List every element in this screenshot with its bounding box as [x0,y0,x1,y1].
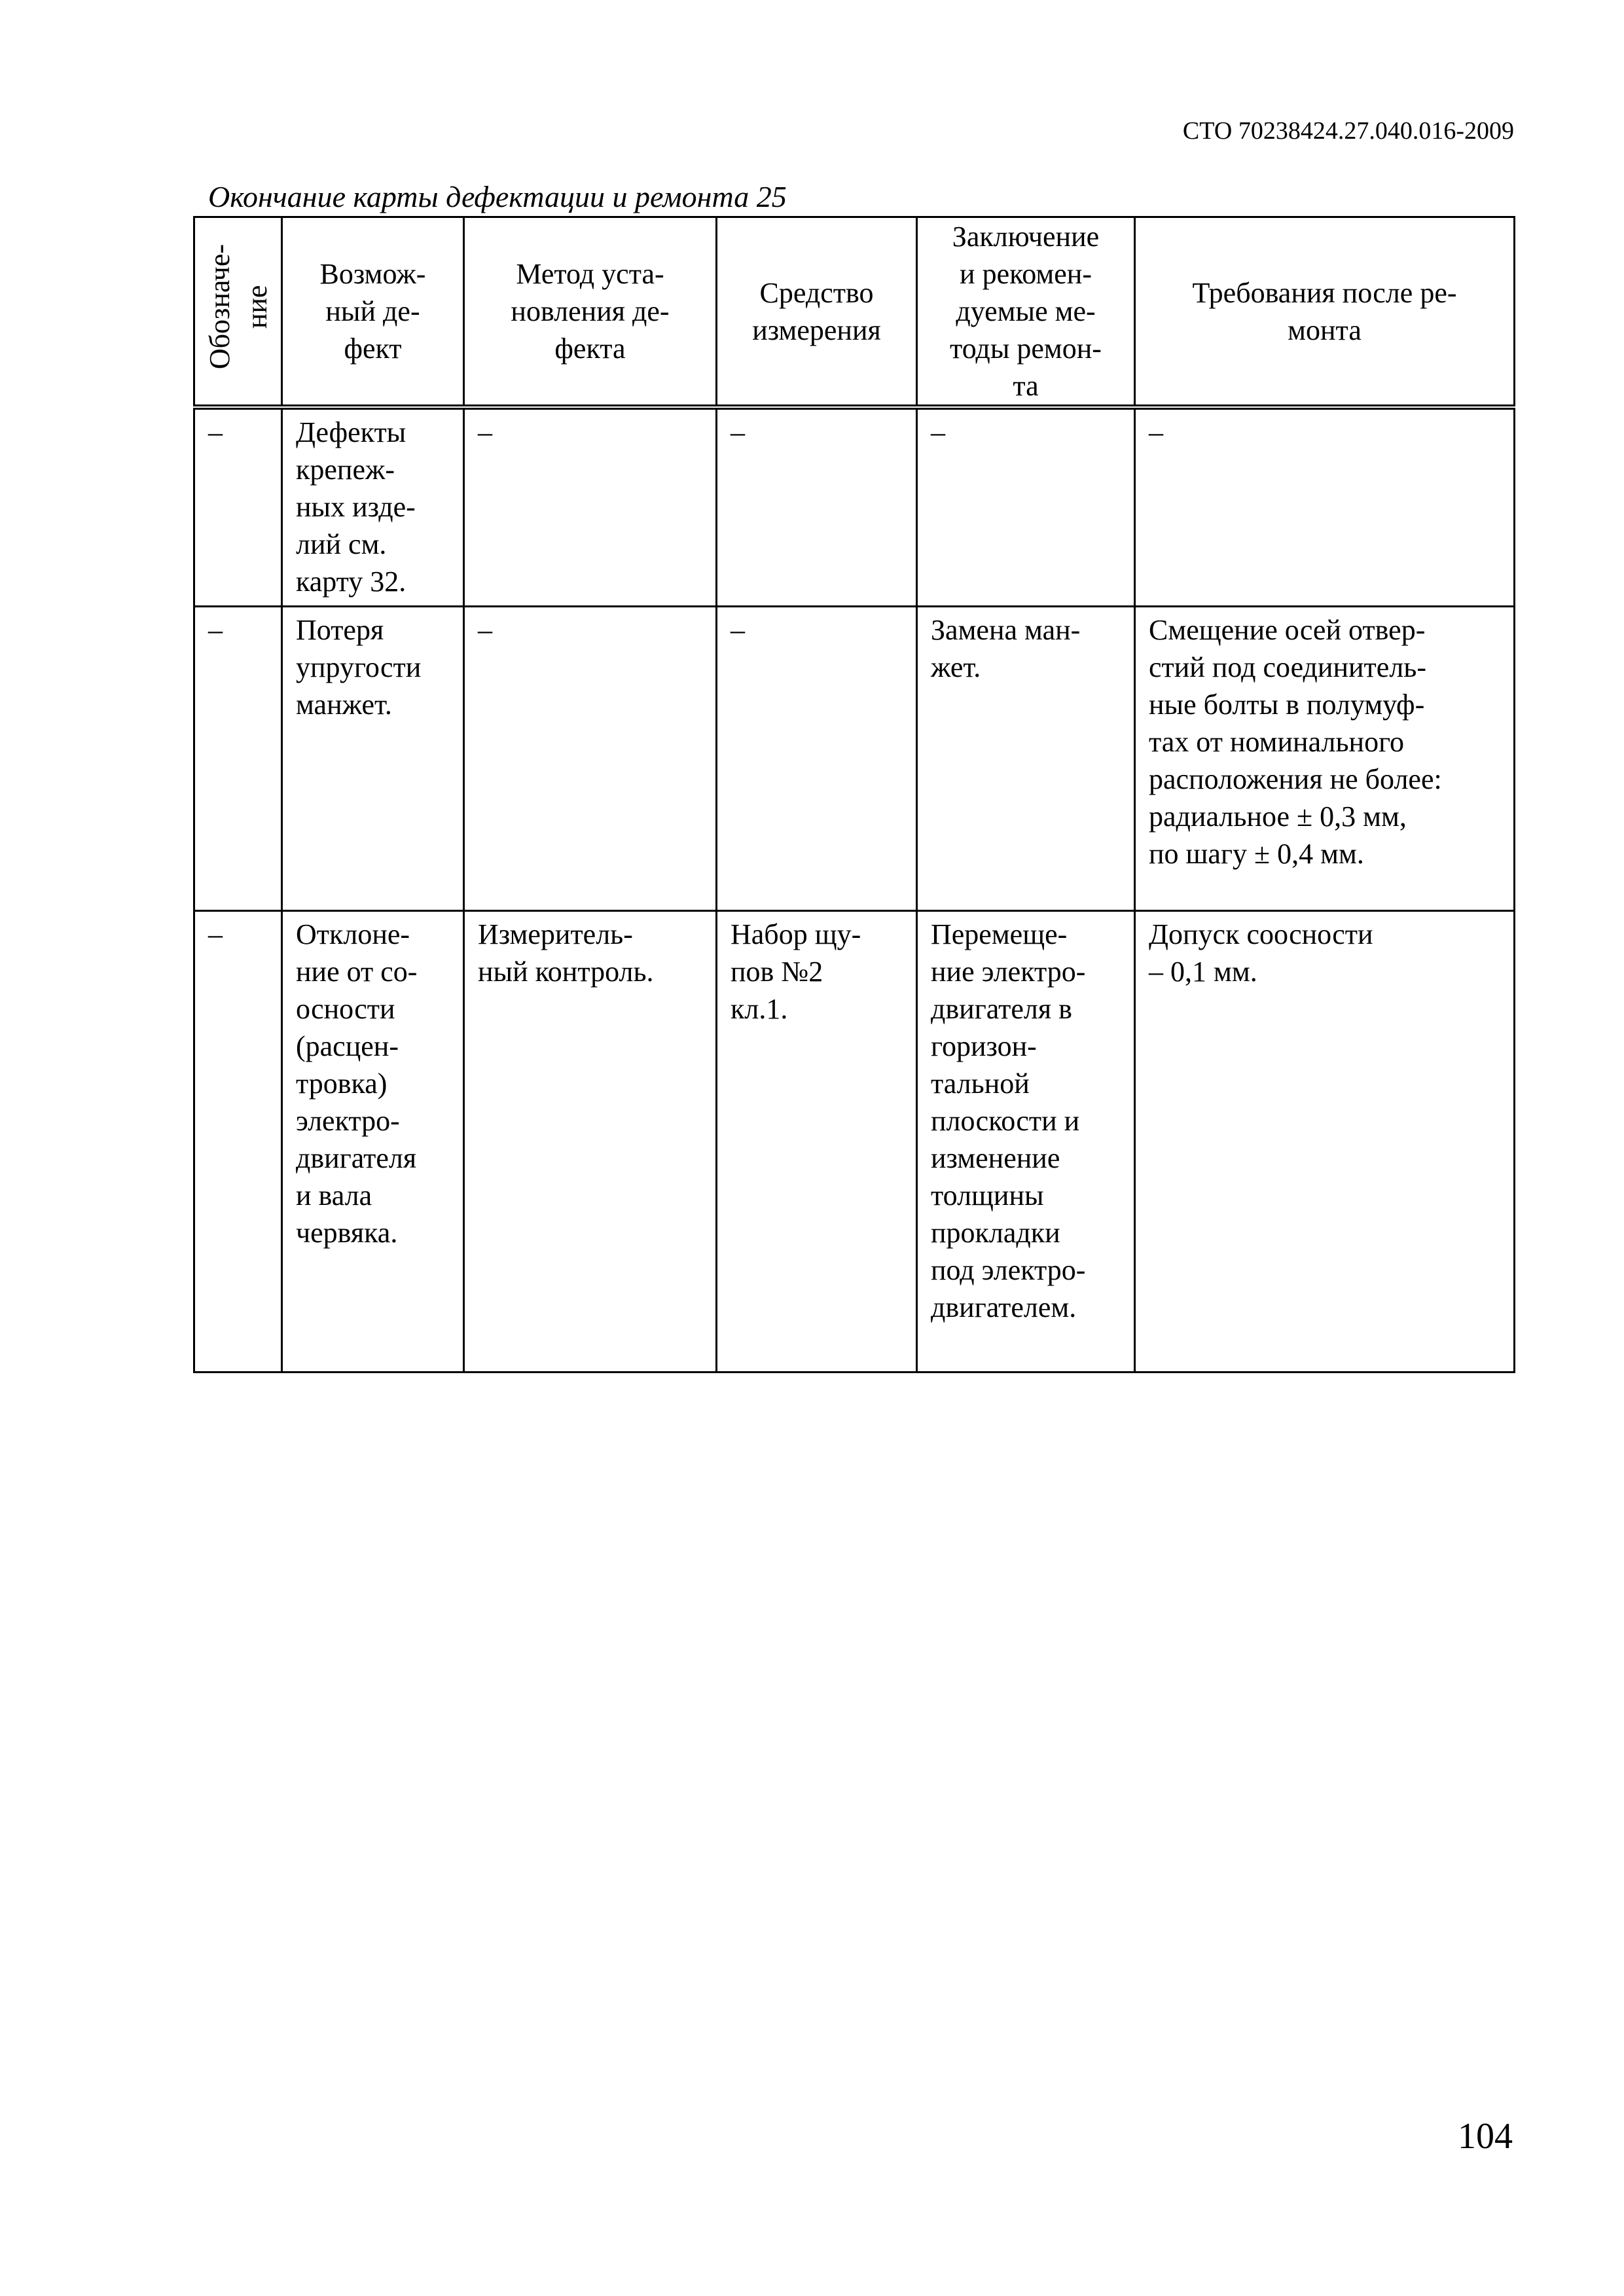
cell-method-text: – [478,416,492,448]
cell-method-text: Измеритель- ный контроль. [478,918,654,988]
cell-designation-text: – [208,416,223,448]
cell-conclusion-text: Перемеще- ние электро- двигателя в горизон- тальной плоскости и изменение толщины прокладки под электро- двигателем. [931,918,1086,1323]
cell-method [464,607,717,911]
cell-tool-text: Набор щу- пов №2 кл.1. [731,918,861,1025]
cell-requirements-text: Смещение осей отвер- стий под соединитель- ные болты в полумуф- тах от номинального расположения не более: радиальное ± 0,3 мм, по шагу ± 0,4 мм. [1149,614,1442,870]
cell-method [464,911,717,1372]
table-row [194,607,1515,911]
cell-defect [282,407,464,607]
cell-defect [282,911,464,1372]
cell-requirements [1135,607,1515,911]
cell-requirements [1135,407,1515,607]
header-defect-label: Возмож- ный де- фект [319,258,426,365]
cell-conclusion-text: – [931,416,945,448]
cell-defect-text: Потеря упругости манжет. [296,614,422,721]
document-code: СТО 70238424.27.040.016-2009 [1182,117,1514,145]
cell-designation [194,607,282,911]
cell-designation-text: – [208,614,223,646]
cell-defect [282,607,464,911]
defect-repair-table [193,216,1515,1373]
header-requirements [1135,217,1515,408]
table-row [194,407,1515,607]
cell-designation-text: – [208,918,223,950]
cell-defect-text: Дефекты крепеж- ных изде- лий см. карту 32. [296,416,416,598]
cell-designation [194,407,282,607]
table-row [194,911,1515,1372]
cell-designation [194,911,282,1372]
header-conclusion-label: Заключение и рекомен- дуемые ме- тоды ремон- та [950,221,1102,402]
cell-conclusion [917,911,1135,1372]
cell-conclusion [917,407,1135,607]
cell-method-text: – [478,614,492,646]
cell-tool [717,911,917,1372]
cell-tool-text: – [731,416,745,448]
cell-tool [717,407,917,607]
header-method [464,217,717,408]
cell-tool-text: – [731,614,745,646]
header-tool [717,217,917,408]
header-tool-label: Средство измерения [752,276,881,346]
page-number: 104 [1458,2116,1513,2157]
cell-conclusion-text: Замена ман- жет. [931,614,1081,683]
header-requirements-label: Требования после ре- монта [1192,276,1457,346]
header-defect [282,217,464,408]
cell-requirements-text: Допуск соосности – 0,1 мм. [1149,918,1373,988]
header-conclusion [917,217,1135,408]
cell-requirements [1135,911,1515,1372]
cell-tool [717,607,917,911]
header-designation [194,217,282,408]
cell-requirements-text: – [1149,416,1163,448]
table-caption: Окончание карты дефектации и ремонта 25 [208,180,787,213]
cell-defect-text: Отклоне- ние от со- осности (расцен- тровка) электро- двигателя и вала червяка. [296,918,418,1249]
cell-conclusion [917,607,1135,911]
table-header-row [194,217,1515,408]
header-designation-label: Обозначе- ние [203,243,273,370]
header-method-label: Метод уста- новления де- фекта [511,258,670,365]
cell-method [464,407,717,607]
